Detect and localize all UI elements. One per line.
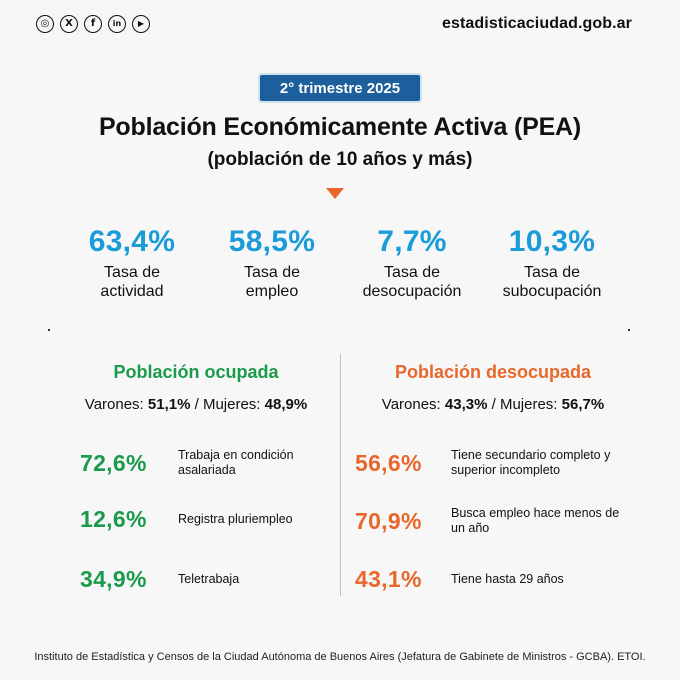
linkedin-icon[interactable]: in bbox=[108, 15, 126, 33]
row-text: Teletrabaja bbox=[178, 572, 240, 586]
stat-desocupacion bbox=[342, 225, 482, 301]
ocupada-title: Población ocupada bbox=[113, 362, 279, 382]
row-text: Tiene secundario completo y superior incompleto bbox=[451, 448, 611, 477]
instagram-icon[interactable]: ◎ bbox=[36, 15, 54, 33]
corner-dot bbox=[48, 329, 50, 331]
row-text: Tiene hasta 29 años bbox=[451, 572, 564, 586]
desocupada-column bbox=[343, 362, 643, 592]
desocupada-row-busca bbox=[343, 506, 643, 536]
facebook-icon[interactable]: f bbox=[84, 15, 102, 33]
stat-value: 7,7% bbox=[377, 225, 447, 258]
stat-value: 58,5% bbox=[228, 225, 316, 258]
row-text: Trabaja en condición asalariada bbox=[178, 448, 294, 477]
row-text: Registra pluriempleo bbox=[178, 512, 293, 526]
page-title: Población Económicamente Activa (PEA) bbox=[98, 113, 582, 141]
stat-label: Tasa de empleo bbox=[243, 264, 301, 300]
stat-value: 63,4% bbox=[88, 225, 176, 258]
stat-empleo bbox=[202, 225, 342, 301]
stat-actividad bbox=[62, 225, 202, 301]
stat-label: Tasa de desocupación bbox=[362, 264, 462, 300]
ocupada-gender: Varones: 51,1% / Mujeres: 48,9% bbox=[84, 396, 308, 413]
period-badge: 2° trimestre 2025 bbox=[258, 73, 422, 103]
ocupada-row-teletrabajo bbox=[46, 566, 346, 593]
desocupada-gender: Varones: 43,3% / Mujeres: 56,7% bbox=[381, 396, 605, 413]
row-value: 72,6% bbox=[80, 449, 147, 476]
youtube-icon[interactable]: ▶ bbox=[132, 15, 150, 33]
ocupada-row-pluriempleo bbox=[46, 506, 346, 533]
rates-row bbox=[62, 225, 622, 301]
stat-value: 10,3% bbox=[508, 225, 596, 258]
stat-label: Tasa de actividad bbox=[100, 264, 164, 300]
ocupada-row-asalariada bbox=[46, 448, 346, 478]
row-value: 12,6% bbox=[80, 506, 147, 532]
x-icon[interactable]: X bbox=[60, 15, 78, 33]
stat-subocupacion bbox=[482, 225, 622, 301]
desocupada-title: Población desocupada bbox=[394, 362, 592, 382]
site-link[interactable]: estadisticaciudad.gob.ar bbox=[441, 15, 632, 32]
row-value: 56,6% bbox=[355, 449, 422, 476]
stat-label: Tasa de subocupación bbox=[502, 264, 602, 300]
row-value: 70,9% bbox=[355, 507, 422, 534]
row-value: 43,1% bbox=[355, 566, 422, 592]
social-links bbox=[36, 15, 150, 33]
row-text: Busca empleo hace menos de un año bbox=[451, 506, 620, 535]
triangle-down-icon bbox=[326, 188, 344, 199]
row-value: 34,9% bbox=[80, 566, 147, 592]
ocupada-column bbox=[46, 362, 346, 592]
source-footer: Instituto de Estadística y Censos de la Ciudad Autónoma de Buenos Aires (Jefatura de Gabinete de Ministros - GCBA). ETOI. bbox=[34, 651, 646, 663]
desocupada-row-edad bbox=[343, 566, 643, 593]
desocupada-row-secundario bbox=[343, 448, 643, 478]
corner-dot bbox=[628, 329, 630, 331]
page-subtitle: (población de 10 años y más) bbox=[207, 149, 473, 170]
